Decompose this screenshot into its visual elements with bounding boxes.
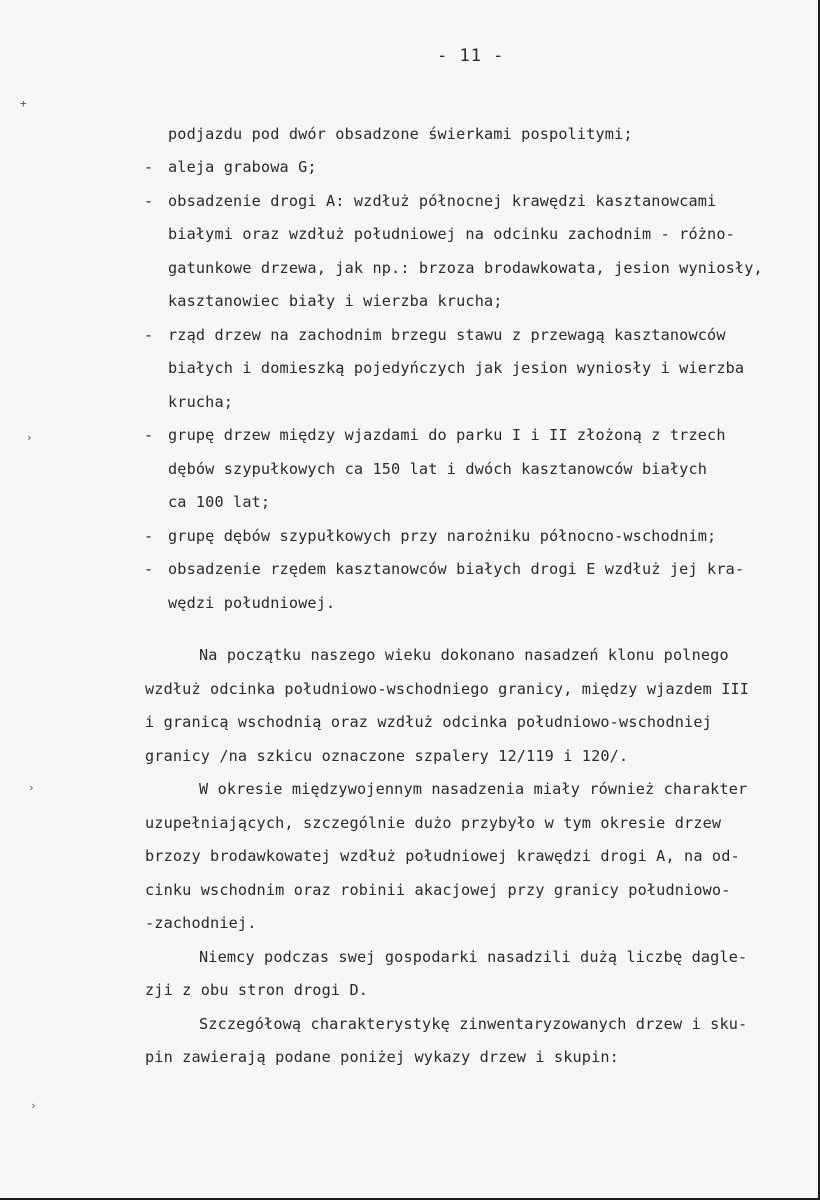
text-line: i granicą wschodnią oraz wzdłuż odcinka południowo-wschodniej <box>145 713 712 731</box>
paragraph-first-line: W okresie międzywojennym nasadzenia miały również charakter <box>199 780 748 798</box>
list-item-line: grupę drzew między wjazdami do parku I i II złożoną z trzech <box>168 426 726 444</box>
text-line: gatunkowe drzewa, jak np.: brzoza brodawkowata, jesion wyniosły, <box>168 259 763 277</box>
margin-mark: › <box>26 431 33 444</box>
list-item-line: obsadzenie rzędem kasztanowców białych drogi E wzdłuż jej kra- <box>168 560 745 578</box>
text-line: kasztanowiec biały i wierzba krucha; <box>168 292 503 310</box>
paragraph-first-line: Na początku naszego wieku dokonano nasadzeń klonu polnego <box>199 646 729 664</box>
text-line: wędzi południowej. <box>168 594 336 612</box>
page-number: - 11 - <box>437 46 505 66</box>
text-line: cinku wschodnim oraz robinii akacjowej przy granicy południowo- <box>145 881 731 899</box>
list-dash: - <box>144 560 154 578</box>
list-dash: - <box>144 326 154 344</box>
text-line: dębów szypułkowych ca 150 lat i dwóch kasztanowców białych <box>168 460 708 478</box>
text-line: krucha; <box>168 393 234 411</box>
list-dash: - <box>144 192 154 210</box>
text-line: uzupełniających, szczególnie dużo przybyło w tym okresie drzew <box>145 814 722 832</box>
text-line: wzdłuż odcinka południowo-wschodniego granicy, między wjazdem III <box>145 680 750 698</box>
text-line: -zachodniej. <box>145 914 257 932</box>
list-dash: - <box>144 426 154 444</box>
margin-mark: + <box>20 97 27 110</box>
text-line: brzozy brodawkowatej wzdłuż południowej krawędzi drogi A, na od- <box>145 847 740 865</box>
list-item-line: rząd drzew na zachodnim brzegu stawu z przewagą kasztanowców <box>168 326 726 344</box>
margin-mark: › <box>30 1099 37 1112</box>
text-line: granicy /na szkicu oznaczone szpalery 12/119 i 120/. <box>145 747 629 765</box>
text-line: podjazdu pod dwór obsadzone świerkami pospolitymi; <box>168 125 633 143</box>
margin-mark: › <box>28 781 35 794</box>
text-line: ca 100 lat; <box>168 493 271 511</box>
paragraph-first-line: Niemcy podczas swej gospodarki nasadzili dużą liczbę dagle- <box>199 948 748 966</box>
list-item-line: aleja grabowa G; <box>168 158 317 176</box>
list-dash: - <box>144 158 154 176</box>
list-item-line: grupę dębów szypułkowych przy narożniku północno-wschodnim; <box>168 527 717 545</box>
paragraph-first-line: Szczegółową charakterystykę zinwentaryzowanych drzew i sku- <box>199 1015 748 1033</box>
text-line: zji z obu stron drogi D. <box>145 981 369 999</box>
text-line: pin zawierają podane poniżej wykazy drzew i skupin: <box>145 1048 619 1066</box>
list-item-line: obsadzenie drogi A: wzdłuż północnej krawędzi kasztanowcami <box>168 192 717 210</box>
text-line: białymi oraz wzdłuż południowej na odcinku zachodnim - różno- <box>168 225 735 243</box>
text-line: białych i domieszką pojedyńczych jak jesion wyniosły i wierzba <box>168 359 745 377</box>
list-dash: - <box>144 527 154 545</box>
